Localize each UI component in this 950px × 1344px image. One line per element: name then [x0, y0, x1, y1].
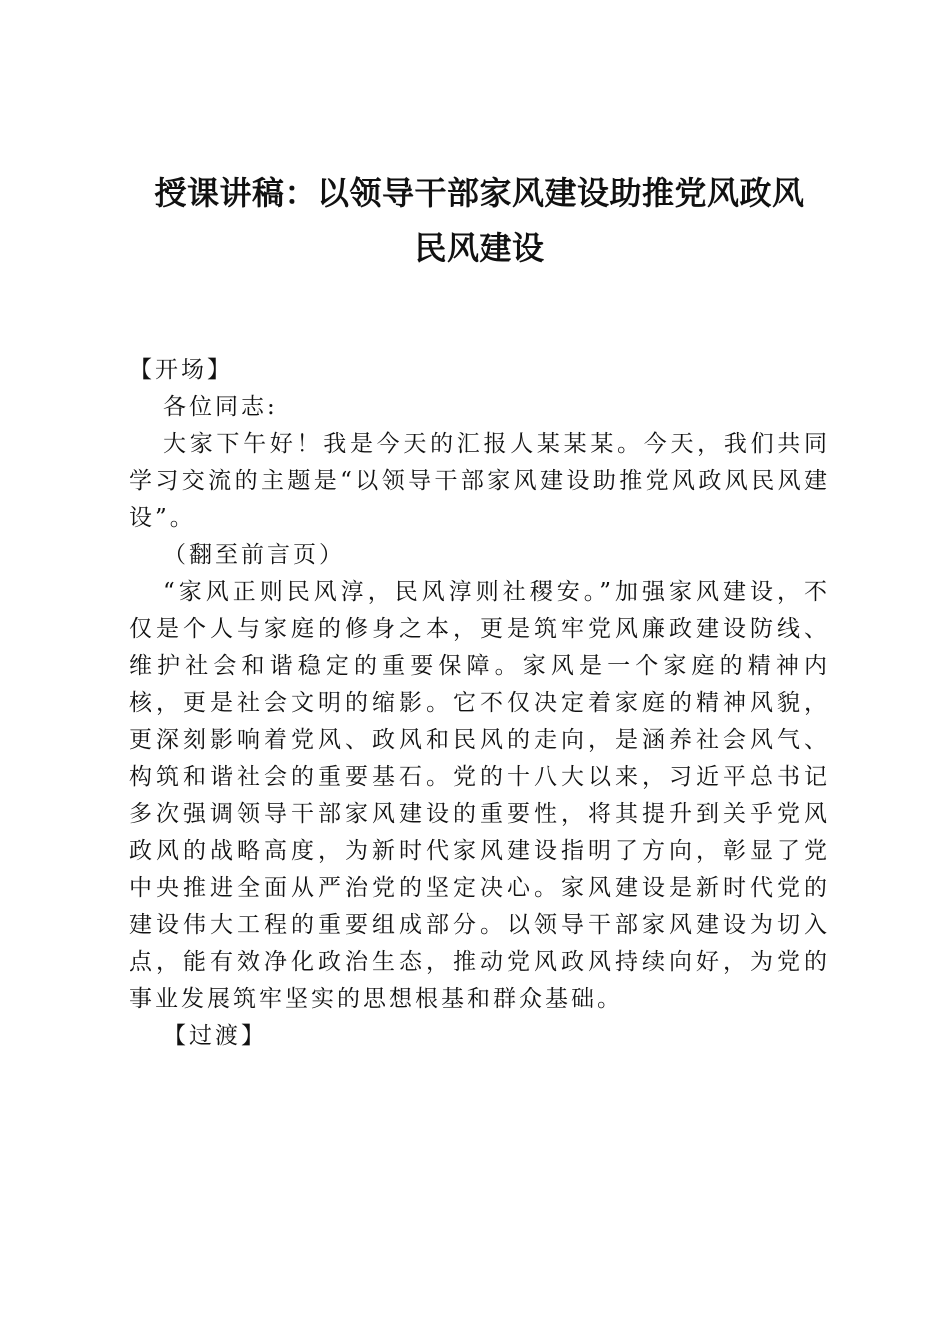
stage-note: （翻至前言页）	[163, 542, 345, 568]
document-body	[129, 352, 830, 1055]
main-paragraph: “家风正则民风淳，民风淳则社稷安。”加强家风建设，不仅是个人与家庭的修身之本，更是筑牢党风廉政建设防线、维护社会和谐稳定的重要保障。家风是一个家庭的精神内核，更是社会文明的缩影。它不仅决定着家庭的精神风貌，更深刻影响着党风、政风和民风的走向，是涵养社会风气、构筑和谐社会的重要基石。党的十八大以来，习近平总书记多次强调领导干部家风建设的重要性，将其提升到关乎党风政风的战略高度，为新时代家风建设指明了方向，彰显了党中央推进全面从严治党的坚定决心。家风建设是新时代党的建设伟大工程的重要组成部分。以领导干部家风建设为切入点，能有效净化政治生态，推动党风政风持续向好，为党的事业发展筑牢坚实的思想根基和群众基础。	[129, 579, 830, 1012]
title-line-1: 授课讲稿：以领导干部家风建设助推党风政风	[154, 174, 805, 212]
opening-heading: 【开场】	[129, 357, 233, 383]
document-title	[129, 166, 830, 276]
transition-heading: 【过渡】	[163, 1023, 267, 1049]
salutation: 各位同志:	[163, 394, 278, 420]
greeting-paragraph: 大家下午好！我是今天的汇报人某某某。今天，我们共同学习交流的主题是“以领导干部家风建设助推党风政风民风建设”。	[129, 431, 830, 531]
title-line-2: 民风建设	[414, 229, 545, 267]
